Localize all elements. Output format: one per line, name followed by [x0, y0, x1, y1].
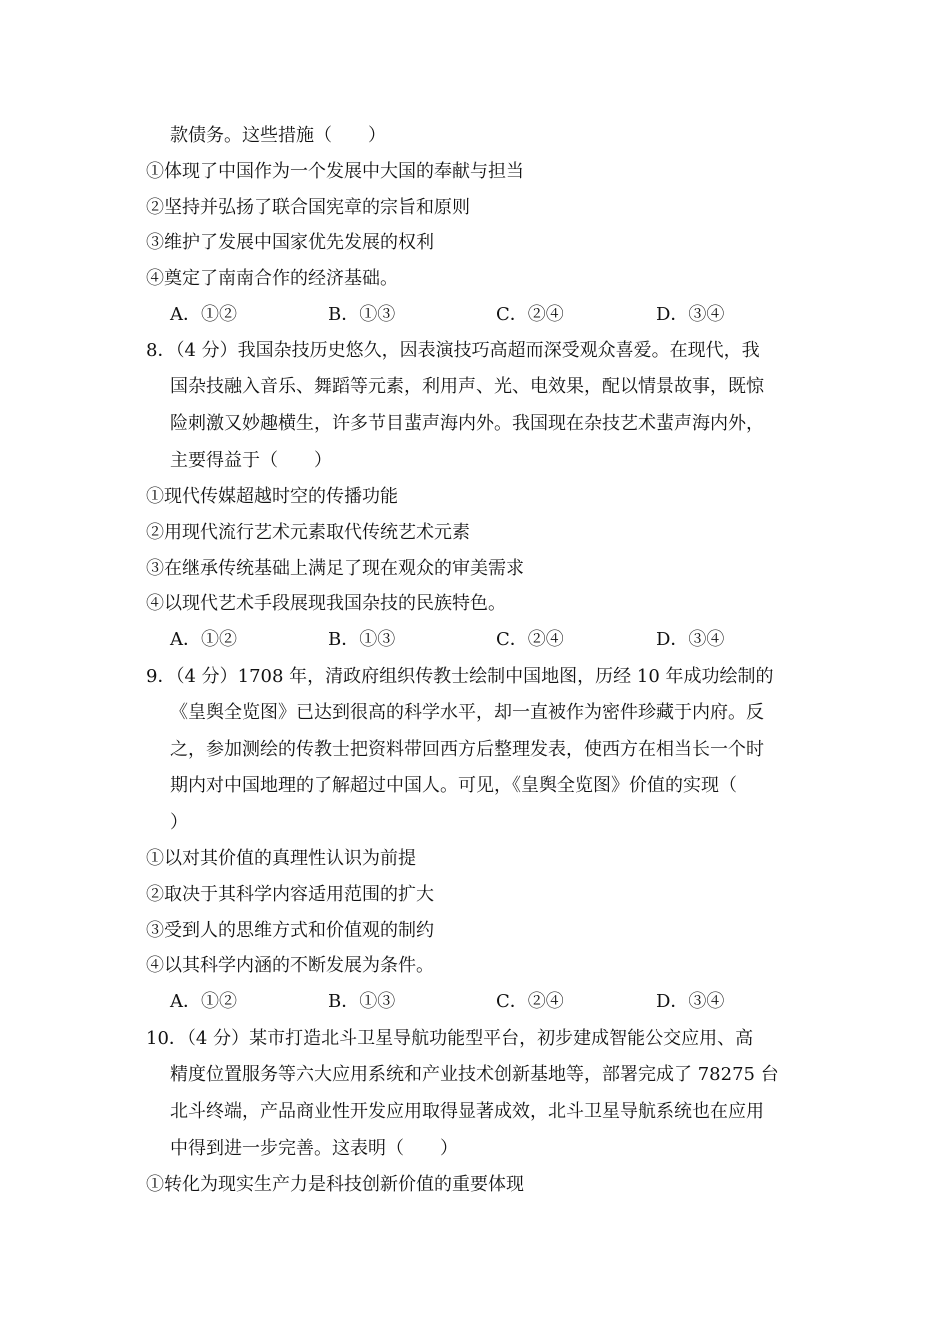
question-9-line-5: ） — [170, 812, 188, 833]
q9-choice-b: B．①③ — [328, 991, 396, 1012]
q7-choice-b: B．①③ — [328, 304, 396, 325]
q8-choice-c: C．②④ — [496, 629, 564, 650]
q7-option-1: ①体现了中国作为一个发展中大国的奉献与担当 — [146, 161, 524, 182]
q7-option-4: ④奠定了南南合作的经济基础。 — [146, 268, 398, 289]
q7-choice-c: C．②④ — [496, 304, 564, 325]
question-8-line-4: 主要得益于（ ） — [170, 450, 332, 471]
q7-option-3: ③维护了发展中国家优先发展的权利 — [146, 232, 434, 253]
q8-option-1: ①现代传媒超越时空的传播功能 — [146, 486, 398, 507]
q7-option-2: ②坚持并弘扬了联合国宪章的宗旨和原则 — [146, 197, 470, 218]
q9-option-1: ①以对其价值的真理性认识为前提 — [146, 848, 416, 869]
question-10-line-3: 北斗终端，产品商业性开发应用取得显著成效，北斗卫星导航系统也在应用 — [170, 1101, 764, 1122]
question-8-line-2: 国杂技融入音乐、舞蹈等元素，利用声、光、电效果，配以情景故事，既惊 — [170, 376, 764, 397]
question-8-line-3: 险刺激又妙趣横生，许多节目蜚声海内外。我国现在杂技艺术蜚声海内外， — [170, 413, 764, 434]
q9-choice-a: A．①② — [170, 991, 237, 1012]
q7-choice-d: D．③④ — [656, 304, 725, 325]
question-8-line-1: 8．（4 分）我国杂技历史悠久，因表演技巧高超而深受观众喜爱。在现代，我 — [146, 340, 760, 361]
q9-choice-c: C．②④ — [496, 991, 564, 1012]
question-9-line-3: 之，参加测绘的传教士把资料带回西方后整理发表，使西方在相当长一个时 — [170, 739, 764, 760]
q9-option-3: ③受到人的思维方式和价值观的制约 — [146, 920, 434, 941]
question-10-line-1: 10．（4 分）某市打造北斗卫星导航功能型平台，初步建成智能公交应用、高 — [146, 1028, 754, 1049]
q8-option-4: ④以现代艺术手段展现我国杂技的民族特色。 — [146, 593, 506, 614]
q8-choice-a: A．①② — [170, 629, 237, 650]
q10-option-1: ①转化为现实生产力是科技创新价值的重要体现 — [146, 1174, 524, 1195]
q9-option-2: ②取决于其科学内容适用范围的扩大 — [146, 884, 434, 905]
question-9-line-2: 《皇舆全览图》已达到很高的科学水平，却一直被作为密件珍藏于内府。反 — [170, 702, 764, 723]
q8-choice-d: D．③④ — [656, 629, 725, 650]
q9-choice-d: D．③④ — [656, 991, 725, 1012]
question-9-line-4: 期内对中国地理的了解超过中国人。可见，《皇舆全览图》价值的实现（ — [170, 775, 737, 796]
q8-option-2: ②用现代流行艺术元素取代传统艺术元素 — [146, 522, 470, 543]
q8-choice-b: B．①③ — [328, 629, 396, 650]
q7-choice-a: A．①② — [170, 304, 237, 325]
q8-option-3: ③在继承传统基础上满足了现在观众的审美需求 — [146, 558, 524, 579]
question-9-line-1: 9．（4 分）1708 年，清政府组织传教士绘制中国地图，历经 10 年成功绘制的 — [146, 666, 774, 687]
question-10-line-4: 中得到进一步完善。这表明（ ） — [170, 1138, 458, 1159]
question-10-line-2: 精度位置服务等六大应用系统和产业技术创新基地等，部署完成了 78275 台 — [170, 1064, 779, 1085]
question-7-stem-tail: 款债务。这些措施（ ） — [170, 125, 386, 146]
q9-option-4: ④以其科学内涵的不断发展为条件。 — [146, 955, 434, 976]
